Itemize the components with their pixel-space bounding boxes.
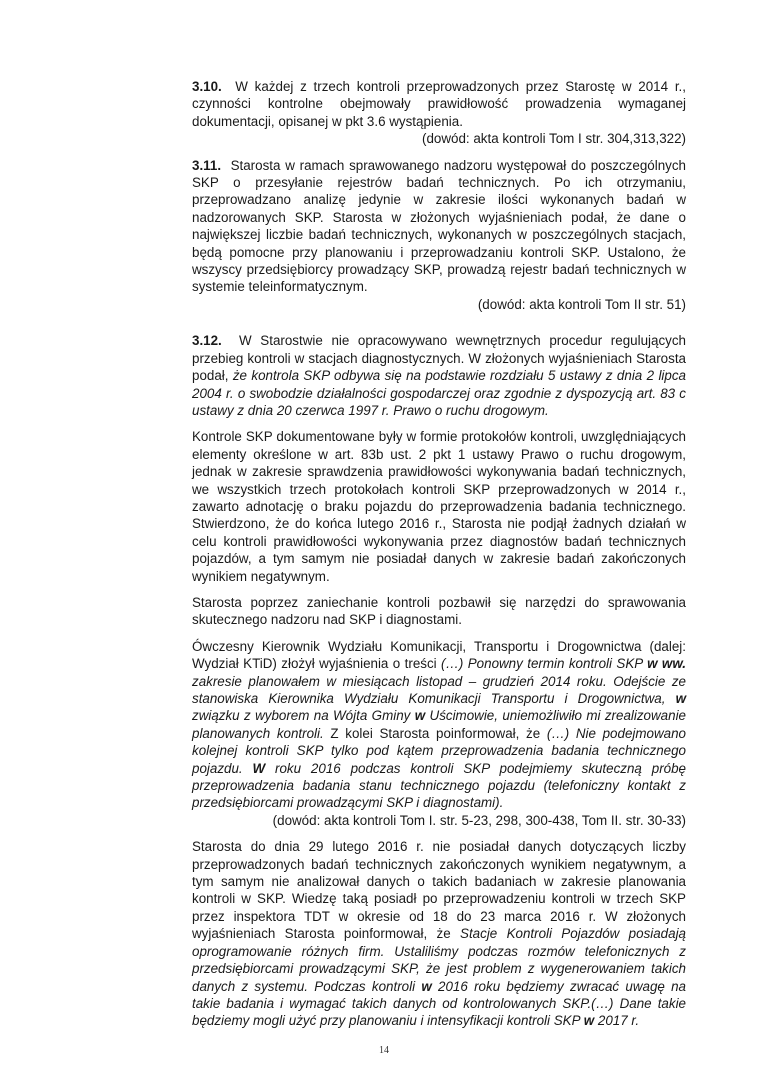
quoted-text: Stacje Kontroli Pojazdów posiadają oprogramowanie różnych firm. Ustaliliśmy podczas rozmów telefonicznych z przedsiębiorcami prowadzącymi SKP, że jest problem z wygenerowaniem takich danych z systemu. Podczas kontroli w 2016 roku będziemy zwracać uwagę na takie badania i wymagać takich danych od kontrolowanych SKP.(…) Dane takie będziemy mogli użyć przy planowaniu i intensyfikacji kontroli SKP w 2017 r. — [192, 926, 687, 1029]
paragraph-text — [192, 638, 686, 812]
section-3-11-text — [192, 157, 686, 296]
section-3-12 — [192, 332, 686, 419]
quoted-text: (…) Nie podejmowano kolejnej kontroli SKP tylko pod kątem przeprowadzenia badania technicznego pojazdu. W roku 2016 podczas kontroli SKP podejmiemy skuteczną próbę przeprowadzenia badania stanu technicznego pojazdu (telefoniczny kontakt z przedsiębiorcami prowadzącymi SKP i diagnostami). — [192, 725, 686, 811]
paragraph-text: W każdej z trzech kontroli przeprowadzonych przez Starostę w 2014 r., czynności kontrolne obejmowały prawidłowość prowadzenia wymaganej dokumentacji, opisanej w pkt 3.6 wystąpienia. — [192, 79, 686, 129]
section-3-10 — [192, 78, 686, 148]
paragraph-kierownik — [192, 638, 686, 829]
section-3-11 — [192, 157, 686, 314]
paragraph-text — [192, 838, 686, 1029]
plain-text: Ówczesny Kierownik Wydziału Komunikacji, Transportu i Drogownictwa (dalej: Wydział KTiD) złożył wyjaśnienia o treści — [192, 638, 686, 672]
paragraph-dane — [192, 838, 686, 1029]
plain-text: Starosta do dnia 29 lutego 2016 r. nie posiadał danych dotyczących liczby przeprowadzonych badań technicznych zakończonych wynikiem negatywnym, a tym samym nie analizował danych o takich badaniach w zakresie planowania kontroli w SKP. Wiedzę taką posiadł po przeprowadzeniu kontroli w trzech SKP przez inspektora TDT w okresie od 18 do 23 marca 2016 r. W złożonych wyjaśnieniach Starosta poinformował, że — [192, 839, 686, 942]
plain-text: Z kolei Starosta poinformował, że — [323, 725, 547, 741]
section-number: 3.10. — [192, 79, 222, 94]
paragraph-text: Kontrole SKP dokumentowane były w formie protokołów kontroli, uwzględniających elementy określone w art. 83b ust. 2 pkt 1 ustawy Prawo o ruchu drogowym, jednak w zakresie sprawdzenia prawidłowości wykonywania badań technicznych, we wszystkich trzech protokołach kontroli SKP przeprowadzonych w 2014 r., zawarto adnotację o braku pojazdu do przeprowadzenia badania technicznego. Stwierdzono, że do końca lutego 2016 r., Starosta nie podjął żadnych działań w celu kontroli prawidłowości wykonywania przez diagnostów badań technicznych pojazdów, a tym samym nie posiadał danych w zakresie badań zakończonych wynikiem negatywnym. — [192, 429, 686, 584]
document-page — [192, 78, 686, 1039]
evidence-reference: (dowód: akta kontroli Tom II str. 51) — [477, 296, 686, 312]
page-number: 14 — [379, 1045, 389, 1056]
section-3-12-text — [192, 332, 686, 419]
evidence-reference: (dowód: akta kontroli Tom I str. 304,313,322) — [422, 131, 686, 147]
quoted-text: że kontrola SKP odbywa się na podstawie rozdziału 5 ustawy z dnia 2 lipca 2004 r. o swobodzie działalności gospodarczej oraz zgodnie z dyspozycją art. 83 c ustawy z dnia 20 czerwca 1997 r. Prawo o ruchu drogowym. — [192, 368, 686, 418]
section-number: 3.12. — [192, 333, 222, 349]
paragraph-zaniechanie — [192, 594, 686, 629]
section-3-10-text — [192, 78, 686, 130]
section-number: 3.11. — [192, 157, 222, 173]
paragraph-text: Starosta poprzez zaniechanie kontroli pozbawił się narzędzi do sprawowania skutecznego nadzoru nad SKP i diagnostami. — [192, 594, 686, 628]
paragraph-text: W Starostwie nie opracowywano wewnętrznych procedur regulujących przebieg kontroli w stacjach diagnostycznych. W złożonych wyjaśnieniach Starosta podał, — [192, 333, 686, 384]
paragraph-text: Starosta w ramach sprawowanego nadzoru występował do poszczególnych SKP o przesyłanie rejestrów badań technicznych. Po ich otrzymaniu, przeprowadzano analizę jedynie w zakresie ilości wykonanych badań w nadzorowanych SKP. Starosta w złożonych wyjaśnieniach podał, że dane o największej liczbie badań technicznych, wykonanych w poszczególnych stacjach, będą pomocne przy planowaniu i przeprowadzaniu kontroli SKP. Ustalono, że wszyscy przedsiębiorcy prowadzący SKP, prowadzą rejestr badań technicznych w systemie teleinformatycznym. — [192, 157, 686, 295]
evidence-reference: (dowód: akta kontroli Tom I. str. 5-23, 298, 300-438, Tom II. str. 30-33) — [272, 812, 686, 828]
paragraph-kontrole — [192, 428, 686, 585]
quoted-text: (…) Ponowny termin kontroli SKP w ww. zakresie planowałem w miesiącach listopad – grudzień 2014 roku. Odejście ze stanowiska Kierownika Wydziału Komunikacji Transportu i Drogownictwa, w związku z wyborem na Wójta Gminy w Uścimowie, uniemożliwiło mi zrealizowanie planowanych kontroli. — [192, 656, 686, 741]
